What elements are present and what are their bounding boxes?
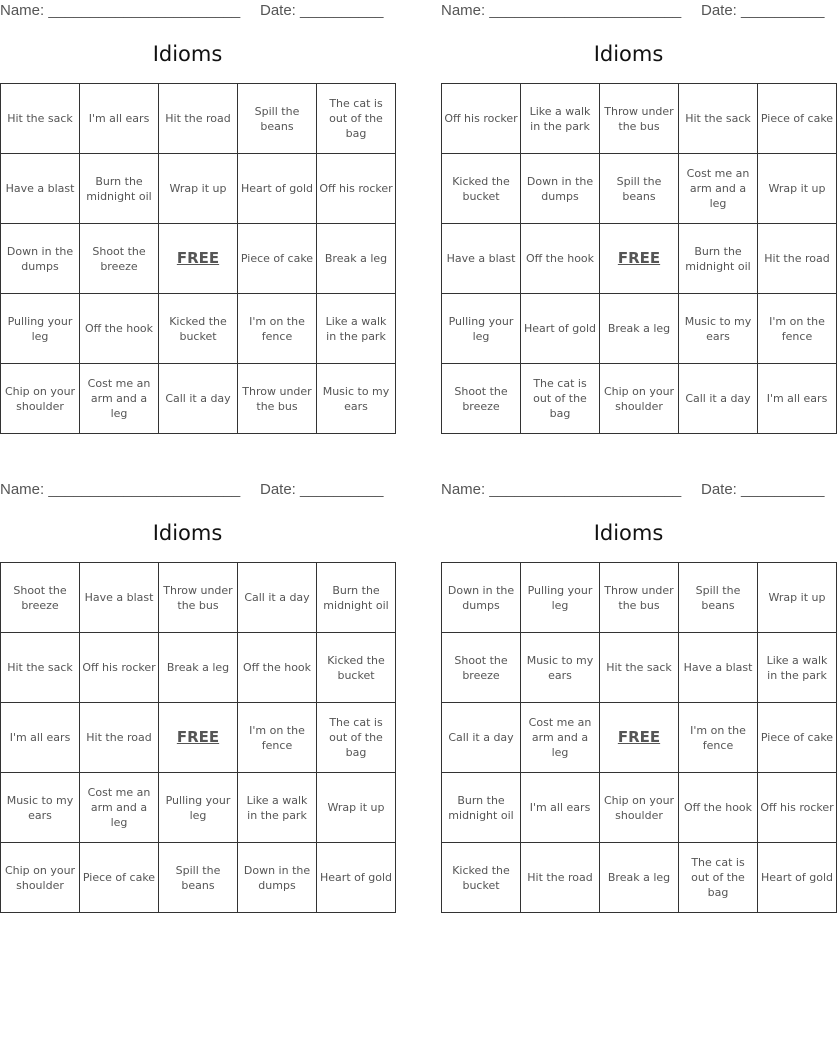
grid-cell: Have a blast (1, 154, 80, 224)
grid-cell: I'm all ears (80, 84, 159, 154)
header-line (0, 0, 384, 20)
grid-cell: Break a leg (317, 224, 396, 294)
grid-cell: Pulling your leg (521, 563, 600, 633)
grid-cell: Throw under the bus (238, 364, 317, 434)
header-line (0, 479, 384, 499)
grid-row (442, 154, 837, 224)
grid-cell: Spill the beans (600, 154, 679, 224)
card-title: Idioms (593, 42, 664, 66)
grid-cell: Down in the dumps (521, 154, 600, 224)
grid-row (1, 154, 396, 224)
grid-cell: Burn the midnight oil (679, 224, 758, 294)
grid-cell: The cat is out of the bag (317, 703, 396, 773)
grid-cell: Like a walk in the park (521, 84, 600, 154)
grid-cell: Kicked the bucket (442, 154, 521, 224)
grid-cell: Like a walk in the park (238, 773, 317, 843)
grid-row (442, 703, 837, 773)
grid-cell: The cat is out of the bag (521, 364, 600, 434)
grid-row (442, 843, 837, 913)
grid-row (442, 224, 837, 294)
grid-cell: Off the hook (238, 633, 317, 703)
grid-cell: Pulling your leg (442, 294, 521, 364)
grid-cell: Heart of gold (521, 294, 600, 364)
grid-row (1, 84, 396, 154)
grid-cell: Hit the road (159, 84, 238, 154)
grid-row (442, 773, 837, 843)
name-field-label: Name: _______________________ (0, 2, 241, 19)
grid-cell: Shoot the breeze (80, 224, 159, 294)
grid-cell: Spill the beans (238, 84, 317, 154)
grid-cell: Chip on your shoulder (1, 364, 80, 434)
grid-cell: Spill the beans (679, 563, 758, 633)
grid-cell: Down in the dumps (238, 843, 317, 913)
grid-cell: Down in the dumps (1, 224, 80, 294)
grid-cell: Chip on your shoulder (1, 843, 80, 913)
grid-row (442, 364, 837, 434)
grid-cell: Call it a day (442, 703, 521, 773)
grid-cell: Hit the road (80, 703, 159, 773)
grid-cell: Piece of cake (238, 224, 317, 294)
grid-cell: Heart of gold (758, 843, 837, 913)
grid-cell: Off the hook (80, 294, 159, 364)
grid-cell: Hit the road (758, 224, 837, 294)
bingo-card (441, 479, 834, 919)
free-space-cell: FREE (159, 224, 238, 294)
bingo-card (441, 0, 834, 440)
free-space-cell: FREE (159, 703, 238, 773)
free-space-cell: FREE (600, 224, 679, 294)
grid-row (442, 633, 837, 703)
bingo-card (0, 0, 393, 440)
grid-row (1, 563, 396, 633)
bingo-grid (441, 83, 837, 434)
grid-cell: Pulling your leg (1, 294, 80, 364)
grid-cell: Shoot the breeze (442, 364, 521, 434)
grid-cell: Off his rocker (758, 773, 837, 843)
name-field-label: Name: _______________________ (0, 481, 241, 498)
grid-cell: Break a leg (600, 843, 679, 913)
grid-cell: Throw under the bus (600, 84, 679, 154)
name-field-label: Name: _______________________ (441, 2, 682, 19)
grid-row (1, 294, 396, 364)
grid-cell: Throw under the bus (159, 563, 238, 633)
bingo-grid (441, 562, 837, 913)
grid-cell: Throw under the bus (600, 563, 679, 633)
grid-cell: Wrap it up (317, 773, 396, 843)
grid-cell: Break a leg (600, 294, 679, 364)
grid-cell: Heart of gold (238, 154, 317, 224)
grid-row (442, 294, 837, 364)
grid-cell: Heart of gold (317, 843, 396, 913)
name-field-label: Name: _______________________ (441, 481, 682, 498)
date-field-label: Date: __________ (260, 481, 384, 498)
grid-cell: I'm on the fence (679, 703, 758, 773)
grid-row (1, 703, 396, 773)
grid-cell: Down in the dumps (442, 563, 521, 633)
grid-row (1, 633, 396, 703)
grid-cell: The cat is out of the bag (317, 84, 396, 154)
grid-cell: Hit the sack (679, 84, 758, 154)
grid-cell: Cost me an arm and a leg (679, 154, 758, 224)
grid-cell: I'm on the fence (238, 294, 317, 364)
grid-cell: Off the hook (521, 224, 600, 294)
grid-cell: Wrap it up (758, 563, 837, 633)
grid-cell: Hit the road (521, 843, 600, 913)
grid-cell: Spill the beans (159, 843, 238, 913)
grid-cell: I'm all ears (758, 364, 837, 434)
grid-cell: I'm on the fence (238, 703, 317, 773)
grid-cell: Chip on your shoulder (600, 364, 679, 434)
grid-cell: Kicked the bucket (159, 294, 238, 364)
grid-cell: Cost me an arm and a leg (80, 773, 159, 843)
grid-cell: Like a walk in the park (758, 633, 837, 703)
grid-row (442, 563, 837, 633)
date-field-label: Date: __________ (701, 2, 825, 19)
grid-cell: Hit the sack (600, 633, 679, 703)
grid-cell: Pulling your leg (159, 773, 238, 843)
grid-cell: Burn the midnight oil (442, 773, 521, 843)
grid-cell: Kicked the bucket (442, 843, 521, 913)
grid-row (442, 84, 837, 154)
grid-cell: Wrap it up (159, 154, 238, 224)
card-title: Idioms (152, 521, 223, 545)
grid-cell: Burn the midnight oil (80, 154, 159, 224)
grid-cell: I'm all ears (1, 703, 80, 773)
header-line (441, 479, 825, 499)
grid-cell: Hit the sack (1, 633, 80, 703)
grid-cell: Like a walk in the park (317, 294, 396, 364)
grid-cell: Wrap it up (758, 154, 837, 224)
grid-cell: Have a blast (80, 563, 159, 633)
grid-cell: Music to my ears (317, 364, 396, 434)
grid-cell: Burn the midnight oil (317, 563, 396, 633)
grid-cell: Call it a day (238, 563, 317, 633)
grid-row (1, 843, 396, 913)
grid-cell: Cost me an arm and a leg (80, 364, 159, 434)
card-title: Idioms (593, 521, 664, 545)
card-title: Idioms (152, 42, 223, 66)
grid-cell: I'm all ears (521, 773, 600, 843)
grid-cell: Have a blast (442, 224, 521, 294)
grid-row (1, 364, 396, 434)
grid-cell: Piece of cake (758, 84, 837, 154)
date-field-label: Date: __________ (701, 481, 825, 498)
grid-cell: Call it a day (679, 364, 758, 434)
grid-cell: Chip on your shoulder (600, 773, 679, 843)
grid-cell: Off his rocker (80, 633, 159, 703)
grid-cell: Break a leg (159, 633, 238, 703)
date-field-label: Date: __________ (260, 2, 384, 19)
grid-cell: Shoot the breeze (1, 563, 80, 633)
grid-cell: Kicked the bucket (317, 633, 396, 703)
grid-cell: Music to my ears (1, 773, 80, 843)
bingo-grid (0, 562, 396, 913)
grid-cell: Off the hook (679, 773, 758, 843)
grid-cell: Music to my ears (521, 633, 600, 703)
free-space-cell: FREE (600, 703, 679, 773)
grid-row (1, 224, 396, 294)
grid-cell: Off his rocker (317, 154, 396, 224)
grid-cell: The cat is out of the bag (679, 843, 758, 913)
grid-row (1, 773, 396, 843)
bingo-card (0, 479, 392, 919)
header-line (441, 0, 825, 20)
grid-cell: Hit the sack (1, 84, 80, 154)
grid-cell: Shoot the breeze (442, 633, 521, 703)
bingo-grid (0, 83, 396, 434)
grid-cell: Off his rocker (442, 84, 521, 154)
grid-cell: Have a blast (679, 633, 758, 703)
grid-cell: I'm on the fence (758, 294, 837, 364)
grid-cell: Piece of cake (758, 703, 837, 773)
grid-cell: Call it a day (159, 364, 238, 434)
grid-cell: Cost me an arm and a leg (521, 703, 600, 773)
grid-cell: Piece of cake (80, 843, 159, 913)
grid-cell: Music to my ears (679, 294, 758, 364)
